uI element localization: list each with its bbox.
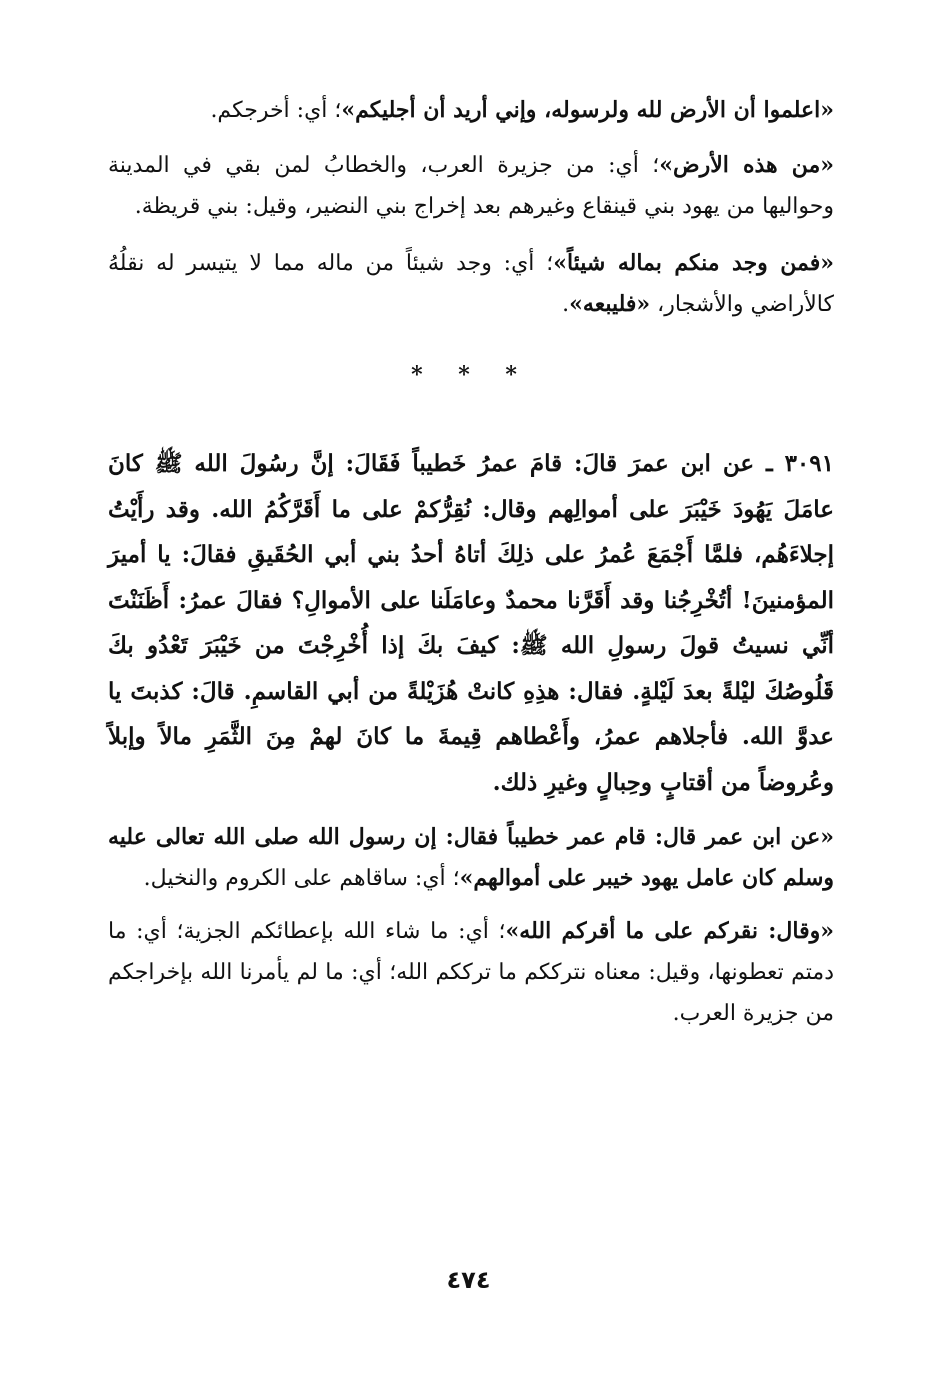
commentary-paragraph-2 [108, 145, 834, 227]
explanation-text: ؛ أي: ساقاهم على الكروم والنخيل. [143, 866, 460, 891]
explanation-text: . [562, 292, 570, 317]
commentary-paragraph-4 [108, 817, 834, 899]
commentary-paragraph-1 [108, 90, 834, 131]
explanation-text: ؛ أي: ما شاء الله بإعطائكم الجزية؛ أي: ما دمتم تعطونها، وقيل: معناه نترككم ما ترككم الله؛ أي: ما لم يأمرنا الله بإخراجكم من جزيرة العرب. [108, 919, 834, 1026]
quoted-text: «اعلموا أن الأرض لله ولرسوله، وإني أريد أن أجليكم» [341, 97, 834, 123]
page-body [108, 90, 834, 1034]
section-separator: * * * [411, 362, 531, 388]
quoted-text: «من هذه الأرض» [659, 152, 834, 178]
page-number: ٤٧٤ [446, 1266, 491, 1294]
explanation-text: ؛ أي: من جزيرة العرب، والخطابُ لمن بقي في المدينة وحواليها من يهود بني قينقاع وغيرهم بعد إخراج بني النضير، وقيل: بني قريظة. [108, 153, 834, 219]
quoted-text: «عن ابن عمر قال: قام عمر خطيباً فقال: إن رسول الله صلى الله تعالى عليه وسلم كان عامل يهود خيبر على أموالهم» [108, 824, 834, 891]
explanation-text: ؛ أي: أخرجكم. [210, 98, 342, 123]
quoted-text: «وقال: نقركم على ما أقركم الله» [505, 918, 834, 944]
explanation-text: ؛ أي: وجد شيئاً من ماله مما لا يتيسر له نقلُهُ كالأراضي والأشجار، [108, 251, 834, 317]
quoted-text: «فمن وجد منكم بماله شيئاً» [553, 250, 834, 276]
commentary-paragraph-3 [108, 243, 834, 325]
quoted-text: «فليبعه» [569, 291, 651, 317]
commentary-paragraph-5 [108, 911, 834, 1034]
hadith-text: ٣٠٩١ ـ عن ابن عمرَ قالَ: قامَ عمرُ خَطيباً فَقَالَ: إنَّ رسُولَ الله ﷺ كانَ عامَلَ يَهُودَ خَيْبَرَ على أموالِهم وقال: نُقِرُّكمْ على ما أَقَرَّكُمُ الله. وقد رأَيْتُ إجلاءَهُم، فلمَّا أَجْمَعَ عُمرُ على ذلِكَ أتاهُ أحدُ بني أبي الحُقَيقِ فقالَ: يا أميرَ المؤمنينَ! أتُخْرِجُنا وقد أَقَرَّنا محمدٌ وعامَلَنا على الأموالِ؟ فقالَ عمرُ: أَظَنَنْتَ أنِّي نسيتُ قولَ رسولِ الله ﷺ: كيفَ بكَ إذا أُخْرِجْتَ من خَيْبَرَ تَعْدُو بكَ قَلُوصُكَ ليْلةً بعدَ لَيْلةٍ. فقال: هذِهِ كانتْ هُزَيْلةً من أبي القاسمِ. قالَ: كذبتَ يا عدوَّ الله. فأجلاهم عمرُ، وأَعْطاهم قِيمةَ ما كانَ لهمْ مِنَ الثَّمَرِ مالاً وإبلاً وعُروضاً من أقتابٍ وحِبالٍ وغيرِ ذلك. [108, 450, 834, 796]
